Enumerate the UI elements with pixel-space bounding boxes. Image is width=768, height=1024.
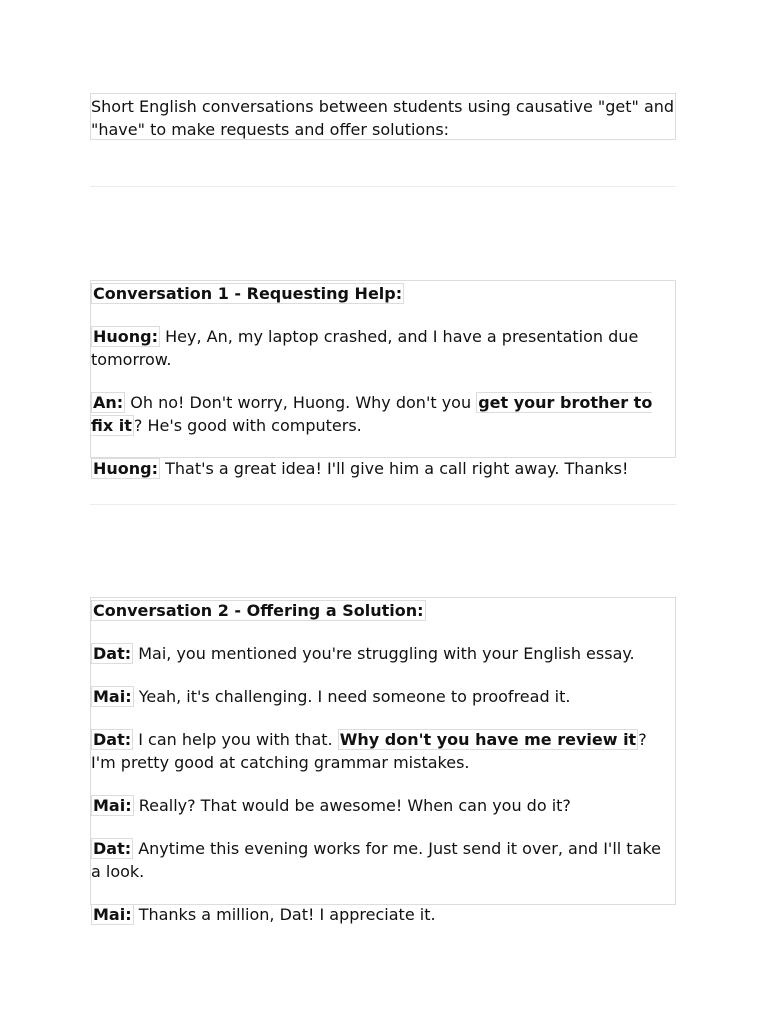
dialogue-line (91, 457, 675, 480)
conversation-title (91, 282, 675, 305)
dialogue-text: Mai, you mentioned you're struggling with your English essay. (133, 644, 635, 663)
dialogue-text: ? He's good with computers. (133, 416, 362, 435)
causative-highlight: Why don't you have me review it (339, 730, 637, 749)
dialogue-line (91, 903, 675, 926)
dialogue-text: Hey, An, my laptop crashed, and I have a presentation due tomorrow. (91, 327, 639, 369)
dialogue-line (91, 794, 675, 817)
dialogue-text: Thanks a million, Dat! I appreciate it. (133, 905, 436, 924)
speaker-label: An: (93, 393, 124, 412)
dialogue-line (91, 391, 675, 437)
speaker-label: Huong: (93, 459, 159, 478)
divider (90, 504, 676, 505)
conversation-2 (90, 597, 676, 924)
dialogue-text: Really? That would be awesome! When can you do it? (133, 796, 571, 815)
causative-highlight: get your brother to fix it (91, 393, 653, 435)
speaker-label: Mai: (93, 905, 132, 924)
speaker-label: Huong: (93, 327, 159, 346)
speaker-label: Dat: (93, 730, 132, 749)
speaker-label: Dat: (93, 644, 132, 663)
speaker-label: Mai: (93, 796, 132, 815)
dialogue-line (91, 728, 675, 774)
dialogue-text: Yeah, it's challenging. I need someone to proofread it. (133, 687, 571, 706)
speaker-label: Dat: (93, 839, 132, 858)
divider (90, 186, 676, 187)
dialogue-text: Anytime this evening works for me. Just send it over, and I'll take a look. (91, 839, 661, 881)
conversation-1-title: Conversation 1 - Requesting Help: (93, 284, 403, 303)
dialogue-text: ? I'm pretty good at catching grammar mistakes. (91, 730, 647, 772)
dialogue-text: Oh no! Don't worry, Huong. Why don't you (125, 393, 477, 412)
dialogue-text: I can help you with that. (133, 730, 338, 749)
dialogue-line (91, 325, 675, 371)
speaker-label: Mai: (93, 687, 132, 706)
dialogue-line (91, 642, 675, 665)
dialogue-line (91, 837, 675, 883)
conversation-1 (90, 280, 676, 478)
intro-paragraph (90, 93, 676, 140)
conversation-title (91, 599, 675, 622)
conversation-2-title: Conversation 2 - Offering a Solution: (93, 601, 424, 620)
dialogue-text: That's a great idea! I'll give him a call right away. Thanks! (160, 459, 629, 478)
dialogue-line (91, 685, 675, 708)
intro-text: Short English conversations between students using causative "get" and "have" to make requests and offer solutions: (91, 97, 675, 139)
